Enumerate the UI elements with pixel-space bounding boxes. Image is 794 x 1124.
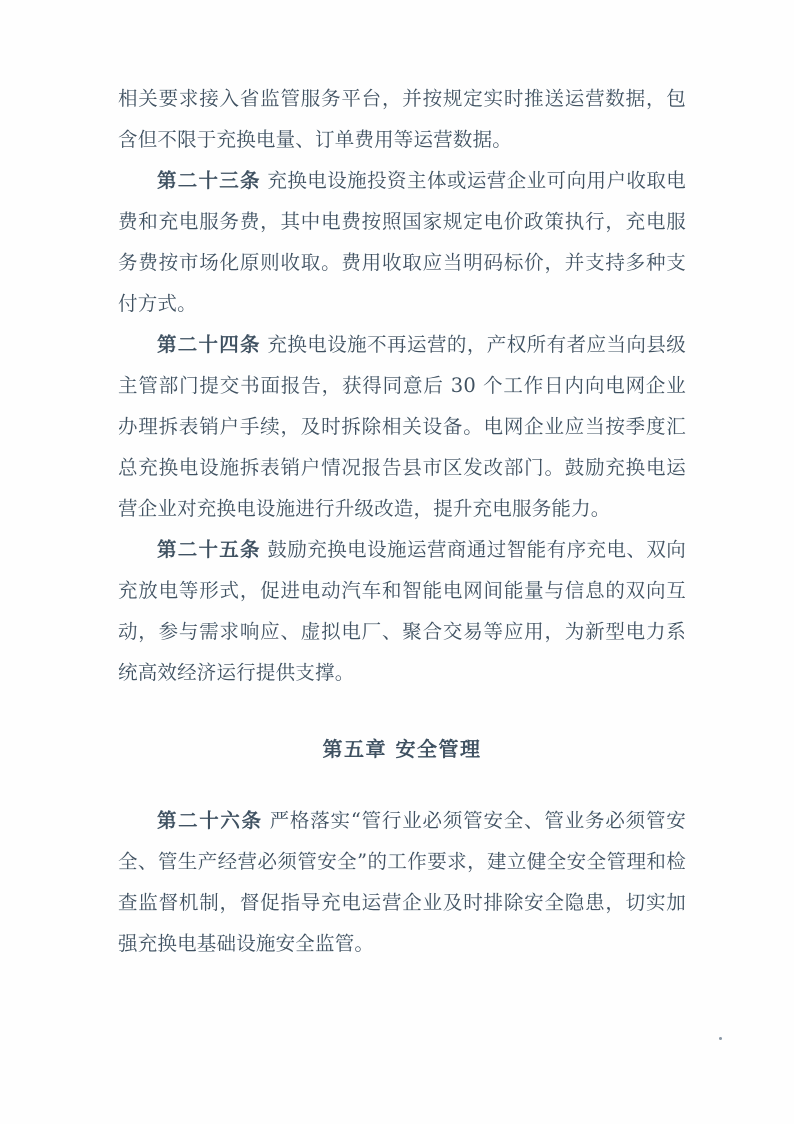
page-corner-mark [719,1037,722,1040]
article-label: 第二十五条 [157,538,261,561]
paragraph-article-23 [118,160,686,324]
paragraph-article-26 [118,800,686,964]
paragraph-continuation [118,78,686,160]
article-label: 第二十六条 [157,809,263,832]
paragraph-text: 严格落实“管行业必须管安全、管业务必须管安全、管生产经营必须管安全”的工作要求，建立健全安全管理和检查监督机制，督促指导充电运营企业及时排除安全隐患，切实加强充换电基础设施安全监管。 [118,809,686,955]
paragraph-text: 鼓励充换电设施运营商通过智能有序充电、双向充放电等形式，促进电动汽车和智能电网间能量与信息的双向互动，参与需求响应、虚拟电厂、聚合交易等应用，为新型电力系统高效经济运行提供支撑。 [118,538,686,684]
article-label: 第二十三条 [157,169,261,192]
paragraph-article-24 [118,324,686,529]
article-label: 第二十四条 [157,333,261,356]
document-body [118,78,686,964]
paragraph-text: 相关要求接入省监管服务平台，并按规定实时推送运营数据，包含但不限于充换电量、订单费用等运营数据。 [118,87,686,151]
paragraph-text: 充换电设施不再运营的，产权所有者应当向县级主管部门提交书面报告，获得同意后 30 个工作日内向电网企业办理拆表销户手续，及时拆除相关设备。电网企业应当按季度汇总充换电设施拆表销户情况报告县市区发改部门。鼓励充换电运营企业对充换电设施进行升级改造，提升充电服务能力。 [118,333,686,520]
chapter-heading: 第五章 安全管理 [322,737,482,761]
paragraph-article-25 [118,529,686,693]
paragraph-text: 充换电设施投资主体或运营企业可向用户收取电费和充电服务费，其中电费按照国家规定电价政策执行，充电服务费按市场化原则收取。费用收取应当明码标价，并支持多种支付方式。 [118,169,686,315]
